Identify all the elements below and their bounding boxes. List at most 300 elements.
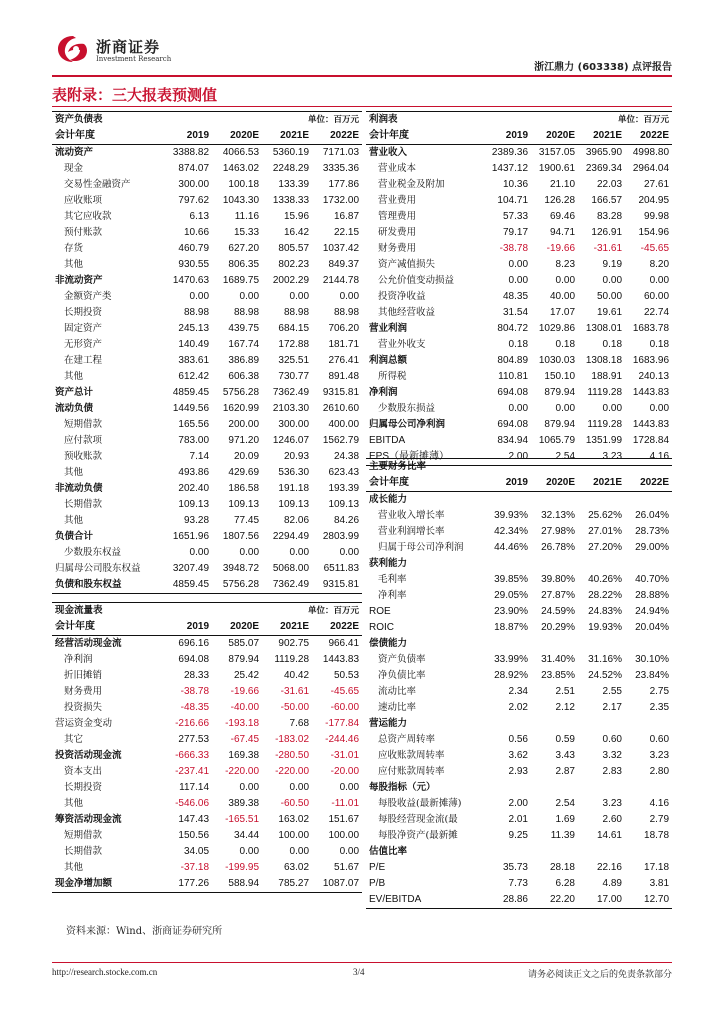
row-value [484,780,531,796]
row-label: 折旧摊销 [64,670,103,681]
table-header-row [366,128,672,145]
table-row [52,273,362,289]
row-value: 109.13 [178,499,210,510]
column-header-year: 2020E [531,128,578,145]
row-label: 应收账款周转率 [378,750,445,761]
table-row [52,497,362,513]
row-label: 现金净增加额 [52,876,162,893]
row-value: 25.62% [588,510,622,521]
table-row [366,780,672,796]
row-value: 8.23 [555,259,576,270]
row-value [578,780,625,796]
row-value: -177.84 [325,718,360,729]
row-value: -199.95 [225,862,260,873]
row-value: 874.07 [178,163,210,174]
row-value: 172.88 [278,339,310,350]
row-value: 1651.96 [172,531,210,542]
row-value: 805.57 [278,243,310,254]
row-value [625,636,672,652]
row-value: 110.81 [498,371,529,382]
row-value: 9315.81 [312,577,362,594]
row-label: 流动负债 [55,403,94,414]
row-value: -45.65 [330,686,360,697]
row-value: 27.61 [644,179,670,190]
row-value: 6.28 [555,878,575,889]
row-label: 资产负债率 [378,654,426,665]
table-row [366,508,672,524]
row-value: 181.71 [328,339,360,350]
column-header-label: 会计年度 [52,128,162,145]
row-label: 少数股东权益 [64,547,122,558]
row-value: 2389.36 [491,147,529,158]
table-row [52,385,362,401]
row-label: 总资产周转率 [378,734,436,745]
row-value: 99.98 [644,211,670,222]
table-row [52,193,362,209]
row-value: 1065.79 [538,435,576,446]
row-value: 1119.28 [587,419,623,430]
row-value: -31.61 [593,243,623,254]
table-row [366,620,672,636]
row-value: 694.08 [497,387,529,398]
row-label: 财务费用 [64,686,103,697]
table-row [366,241,672,257]
row-value: 25.42 [233,670,260,681]
row-value: 612.42 [178,371,210,382]
column-header-year: 2021E [262,619,312,636]
table-row [366,716,672,732]
row-value: 17.18 [644,862,670,873]
row-value: 0.60 [649,734,670,745]
row-value: 2.34 [508,686,528,697]
row-value: 706.20 [328,323,360,334]
row-value: 1338.33 [272,195,310,206]
row-label: 无形资产 [64,339,103,350]
row-value: 166.57 [591,195,623,206]
table-row [52,780,362,796]
row-value: -48.35 [180,702,210,713]
row-value: 186.58 [228,483,260,494]
row-value: 2.80 [649,766,670,777]
row-value: 7362.49 [262,577,312,594]
table-row [52,321,362,337]
table-row [52,161,362,177]
source-note: 资料来源：Wind、浙商证券研究所 [66,926,223,937]
row-value: 0.00 [239,846,260,857]
row-label: 财务费用 [378,243,417,254]
column-header-year: 2022E [312,619,362,636]
row-value: 22.20 [531,892,578,909]
row-value: 325.51 [278,355,310,366]
row-value: 1683.96 [632,355,670,366]
row-value: 10.66 [183,227,210,238]
row-label: 投资活动现金流 [55,750,122,761]
row-value: 1119.28 [274,654,310,665]
row-value: 1308.18 [585,355,623,366]
row-value: 50.53 [334,670,360,681]
row-value: 0.00 [289,846,310,857]
row-value: 109.13 [328,499,360,510]
table-row [52,652,362,668]
row-label: 每股净资产(最新摊 [378,830,458,841]
table-row [366,385,672,401]
row-value: 191.18 [278,483,310,494]
row-label: 预付账款 [64,227,103,238]
table-row [52,732,362,748]
row-value [625,716,672,732]
page-number: 3/4 [353,967,365,977]
row-value: -183.02 [275,734,310,745]
row-value: 77.45 [233,515,260,526]
row-value: 24.38 [334,451,360,462]
row-label: EBITDA [369,435,406,446]
footer-divider [52,962,672,963]
table-row [52,449,362,465]
row-label: 应付款项 [64,435,103,446]
row-value: 177.26 [162,876,212,893]
row-value: 439.75 [228,323,260,334]
row-value: 1683.78 [632,323,670,334]
column-header-year: 2019 [484,128,531,145]
row-value: 3388.82 [172,147,210,158]
row-value: 1043.30 [222,195,260,206]
table-row [52,401,362,417]
table-unit: 单位：百万元 [212,112,362,129]
table-row [52,748,362,764]
row-value: 167.74 [228,339,260,350]
table-row [366,828,672,844]
column-header-year: 2021E [262,128,312,145]
row-value: 44.46% [494,542,528,553]
table-row [366,177,672,193]
row-value: 100.00 [278,830,310,841]
row-value: 3335.36 [322,163,360,174]
row-label: 利润总额 [369,355,408,366]
row-label: 现金 [64,163,84,174]
row-value: 69.46 [549,211,576,222]
table-row [366,860,672,876]
row-label: 每股经营现金流(最 [378,814,458,825]
row-value: 1029.86 [538,323,576,334]
row-value: 20.93 [283,451,310,462]
table-row [366,524,672,540]
row-value: 1437.12 [491,163,529,174]
row-value: 169.38 [228,750,260,761]
row-value: 806.35 [228,259,260,270]
row-value: 966.41 [328,638,360,649]
income-statement-table [366,111,672,466]
row-value: 23.90% [494,606,528,617]
row-value: 100.00 [328,830,360,841]
row-value: 2.55 [602,686,622,697]
table-row [366,273,672,289]
table-row [52,225,362,241]
row-value: 5068.00 [272,563,310,574]
row-label: 营业税金及附加 [378,179,445,190]
table-row [366,540,672,556]
row-value: 147.43 [178,814,210,825]
row-value: 2803.99 [322,531,360,542]
row-value: -193.18 [225,718,260,729]
table-row [52,241,362,257]
row-value: 0.00 [508,403,529,414]
logo-icon [56,34,90,64]
row-value: 94.71 [549,227,576,238]
table-title-row [52,603,362,620]
row-value: 2.12 [555,702,575,713]
cash-flow-table [52,602,362,893]
row-value: 2103.30 [272,403,310,414]
row-value: 785.27 [262,876,312,893]
row-value: 3948.72 [222,563,260,574]
row-value: 177.86 [328,179,360,190]
row-value: 24.94% [635,606,670,617]
row-value [484,716,531,732]
row-value: 20.09 [233,451,260,462]
row-value: 849.37 [328,259,360,270]
row-value: 30.10% [635,654,670,665]
row-value: 1728.84 [632,435,670,446]
table-row [52,369,362,385]
report-title: 浙江鼎力 (603338) 点评报告 [534,62,672,73]
row-value: -19.66 [546,243,576,254]
row-value [531,556,578,572]
row-value: 2.60 [602,814,622,825]
row-label: 成长能力 [369,494,408,505]
row-value: 27.01% [588,526,622,537]
table-row [52,529,362,545]
row-value [531,844,578,860]
row-value: 88.98 [283,307,310,318]
row-value: 0.00 [508,259,529,270]
row-value: 9.25 [508,830,528,841]
table-row [366,225,672,241]
row-value: 930.55 [178,259,210,270]
row-value: 22.16 [596,862,622,873]
table-row [366,588,672,604]
table-row [366,492,672,509]
row-label: 流动比率 [378,686,417,697]
row-value: 277.53 [178,734,210,745]
row-label: 每股指标（元） [369,782,436,793]
row-value: 28.92% [494,670,528,681]
row-value: 23.84% [635,670,670,681]
row-value: 3.23 [649,750,670,761]
row-value: 26.78% [541,542,575,553]
row-value: 133.39 [278,179,310,190]
row-value: 93.28 [183,515,210,526]
row-value: 29.00% [635,542,670,553]
table-row [52,481,362,497]
row-value: 140.49 [178,339,210,350]
row-value: 57.33 [502,211,529,222]
table-row [366,433,672,449]
table-row [366,764,672,780]
row-label: P/B [369,878,386,889]
row-value: 696.16 [178,638,210,649]
row-label: 营运能力 [369,718,408,729]
row-label: 速动比率 [378,702,417,713]
row-label: 研发费用 [378,227,417,238]
table-row [366,289,672,305]
row-value: 1246.07 [272,435,310,446]
table-row [366,748,672,764]
row-value: 0.00 [339,547,360,558]
row-value: 42.34% [494,526,528,537]
table-row [366,700,672,716]
column-header-label: 会计年度 [366,475,484,492]
row-value: 783.00 [178,435,210,446]
row-value: 2002.29 [272,275,310,286]
row-label: 营业收入增长率 [378,510,445,521]
row-value: 82.06 [283,515,310,526]
row-label: 每股收益(最新摊薄) [378,798,462,809]
row-value: 879.94 [544,387,576,398]
row-value: 0.00 [239,547,260,558]
row-value: 300.00 [278,419,310,430]
table-header-row [52,619,362,636]
table-row [52,668,362,684]
row-value: 39.80% [541,574,575,585]
row-label: 投资损失 [64,702,103,713]
row-value: 797.62 [178,195,210,206]
row-value: 0.18 [555,339,576,350]
row-value: 2.17 [602,702,622,713]
table-title-row [366,112,672,129]
table-row [52,305,362,321]
column-header-label: 会计年度 [52,619,162,636]
row-label: 偿债能力 [369,638,408,649]
row-value: 2.00 [508,798,528,809]
row-value: 493.86 [178,467,210,478]
column-header-year: 2019 [484,475,531,492]
row-value: 4998.80 [632,147,670,158]
row-value: -11.01 [331,798,360,809]
row-value: 1449.56 [172,403,210,414]
column-header-year: 2019 [162,619,212,636]
row-label: 长期投资 [64,782,103,793]
row-value: 1087.07 [312,876,362,893]
column-header-year: 2020E [531,475,578,492]
table-row [366,652,672,668]
table-row [52,684,362,700]
table-row [366,572,672,588]
row-value: 0.00 [239,782,260,793]
table-row [52,257,362,273]
row-value: 26.04% [635,510,670,521]
table-row [366,209,672,225]
table-row [366,876,672,892]
row-value: 5756.28 [212,577,262,594]
row-label: 应付账款周转率 [378,766,445,777]
row-value: 0.60 [602,734,622,745]
row-value: 3.81 [649,878,670,889]
row-label: P/E [369,862,386,873]
column-header-year: 2021E [578,128,625,145]
row-value: 151.67 [328,814,360,825]
table-row [52,433,362,449]
row-value: 202.40 [178,483,210,494]
column-header-label: 会计年度 [366,128,484,145]
row-label: 存货 [64,243,84,254]
row-value: 126.28 [544,195,576,206]
row-value: -237.41 [175,766,210,777]
row-label: 少数股东损益 [378,403,436,414]
row-label: 非流动负债 [55,483,103,494]
row-label: 管理费用 [378,211,417,222]
row-value: 18.87% [494,622,528,633]
row-value: 730.77 [278,371,310,382]
row-value [484,844,531,860]
row-value: 5756.28 [222,387,260,398]
row-value: -216.66 [175,718,210,729]
row-value: 0.00 [339,782,360,793]
row-label: 资本支出 [64,766,103,777]
row-value: 2.00 [484,449,531,466]
footer-url: http://research.stocke.com.cn [52,967,158,977]
table-row [366,556,672,572]
row-value: 2.01 [508,814,528,825]
row-value: 1620.99 [222,403,260,414]
row-value [531,636,578,652]
row-value: 109.13 [228,499,260,510]
row-value: 11.16 [234,211,260,222]
row-label: 其他 [64,259,84,270]
row-value [484,556,531,572]
table-title: 利润表 [366,112,531,129]
row-value: -31.61 [280,686,310,697]
table-row [366,732,672,748]
row-label: 归属母公司净利润 [369,419,446,430]
row-label: 毛利率 [378,574,407,585]
row-value: 104.71 [497,195,529,206]
row-value: 0.00 [289,547,310,558]
row-label: 营业费用 [378,195,417,206]
row-label: 交易性金融资产 [64,179,131,190]
row-label: ROIC [369,622,394,633]
table-row [366,337,672,353]
row-value: 0.59 [555,734,575,745]
row-value: 276.41 [328,355,360,366]
row-value: 163.02 [278,814,310,825]
row-value: 14.61 [596,830,622,841]
table-title-row [52,112,362,129]
row-label: 营业收入 [369,147,408,158]
table-row [366,844,672,860]
row-value: 0.00 [289,291,310,302]
row-value: 7.14 [189,451,210,462]
row-value: 23.85% [541,670,575,681]
row-value: 2144.78 [322,275,360,286]
row-label: 营业利润 [369,323,408,334]
row-label: 长期投资 [64,307,103,318]
row-value: 1443.83 [632,387,670,398]
table-row [52,465,362,481]
table-row [52,796,362,812]
row-value: -38.78 [180,686,210,697]
row-label: 投资净收益 [378,291,426,302]
column-header-year: 2019 [162,128,212,145]
row-value: 33.99% [494,654,528,665]
row-value: 4.16 [649,798,670,809]
row-value: -31.01 [330,750,360,761]
row-value: 40.00 [549,291,576,302]
row-value: -45.65 [640,243,670,254]
row-value: 193.39 [328,483,360,494]
company-logo [56,34,186,68]
table-row [52,700,362,716]
row-value: 17.00 [578,892,625,909]
